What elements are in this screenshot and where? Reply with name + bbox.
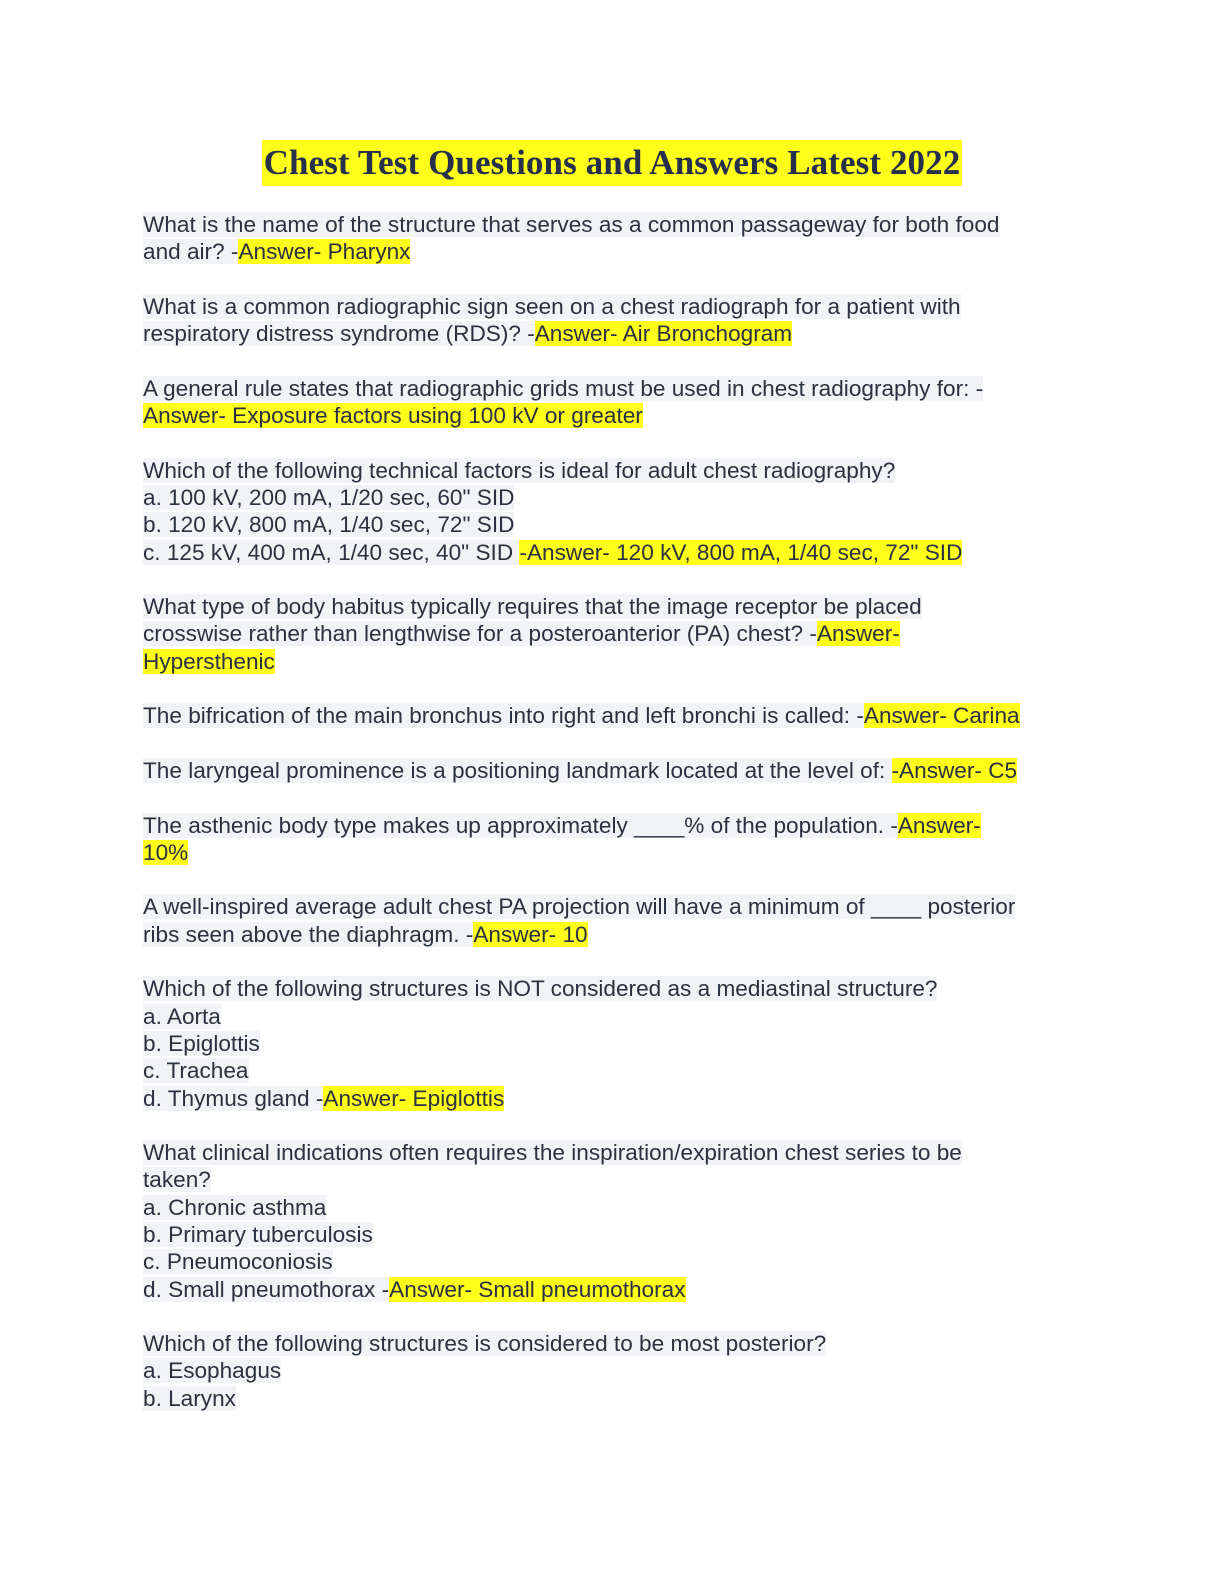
qa-item — [143, 293, 1073, 348]
question-text: d. Small pneumothorax - — [143, 1276, 390, 1302]
answer-highlight: -Answer- C5 — [891, 757, 1018, 783]
question-text: c. Trachea — [143, 1058, 249, 1084]
answer-highlight: Answer- Small pneumothorax — [389, 1276, 686, 1302]
qa-item — [143, 457, 1073, 566]
question-text: What clinical indications often requires the inspiration/expiration chest series to be — [143, 1140, 962, 1166]
qa-line — [143, 1221, 1073, 1248]
answer-highlight: Answer- Exposure factors using 100 kV or greater — [143, 403, 643, 429]
qa-line — [143, 1003, 1073, 1030]
answer-highlight: Answer- — [897, 812, 981, 838]
question-text: The laryngeal prominence is a positioning landmark located at the level of: — [143, 757, 892, 783]
answer-highlight: Answer- — [816, 621, 900, 647]
qa-item — [143, 211, 1073, 266]
answer-highlight: Hypersthenic — [143, 648, 275, 674]
qa-line — [143, 1357, 1073, 1384]
question-text: a. Esophagus — [143, 1358, 282, 1384]
question-text: b. Epiglottis — [143, 1030, 260, 1056]
qa-item — [143, 1330, 1073, 1412]
qa-line — [143, 1248, 1073, 1275]
qa-item — [143, 975, 1073, 1111]
qa-line — [143, 1085, 1073, 1112]
qa-line — [143, 293, 1073, 320]
qa-line — [143, 975, 1073, 1002]
qa-line — [143, 320, 1073, 347]
qa-line — [143, 1276, 1073, 1303]
qa-line — [143, 1166, 1073, 1193]
qa-line — [143, 375, 1073, 402]
qa-line — [143, 702, 1073, 729]
qa-line — [143, 402, 1073, 429]
qa-item — [143, 702, 1073, 729]
question-text: a. Chronic asthma — [143, 1194, 327, 1220]
qa-line — [143, 1030, 1073, 1057]
question-text: c. 125 kV, 400 mA, 1/40 sec, 40" SID — [143, 539, 520, 565]
qa-line — [143, 484, 1073, 511]
question-text: Which of the following structures is NOT considered as a mediastinal structure? — [143, 976, 938, 1002]
question-text: crosswise rather than lengthwise for a posteroanterior (PA) chest? - — [143, 621, 817, 647]
qa-list — [143, 211, 1073, 1439]
question-text: Which of the following structures is considered to be most posterior? — [143, 1331, 827, 1357]
question-text: What is a common radiographic sign seen on a chest radiograph for a patient with — [143, 293, 961, 319]
title-container — [0, 140, 1224, 186]
question-text: b. 120 kV, 800 mA, 1/40 sec, 72" SID — [143, 512, 515, 538]
answer-highlight: Answer- Epiglottis — [323, 1085, 505, 1111]
qa-line — [143, 893, 1073, 920]
qa-line — [143, 511, 1073, 538]
qa-line — [143, 238, 1073, 265]
qa-line — [143, 211, 1073, 238]
question-text: and air? - — [143, 239, 239, 265]
question-text: ribs seen above the diaphragm. - — [143, 921, 474, 947]
question-text: Which of the following technical factors is ideal for adult chest radiography? — [143, 457, 896, 483]
answer-highlight: 10% — [143, 839, 189, 865]
qa-line — [143, 1330, 1073, 1357]
qa-line — [143, 539, 1073, 566]
qa-line — [143, 921, 1073, 948]
question-text: a. 100 kV, 200 mA, 1/20 sec, 60" SID — [143, 484, 515, 510]
qa-line — [143, 839, 1073, 866]
qa-line — [143, 457, 1073, 484]
qa-line — [143, 1385, 1073, 1412]
qa-line — [143, 620, 1073, 647]
answer-highlight: -Answer- 120 kV, 800 mA, 1/40 sec, 72" SID — [519, 539, 963, 565]
question-text: respiratory distress syndrome (RDS)? - — [143, 321, 535, 347]
question-text: What type of body habitus typically requires that the image receptor be placed — [143, 594, 922, 620]
qa-line — [143, 1194, 1073, 1221]
answer-highlight: Answer- Pharynx — [238, 239, 411, 265]
question-text: d. Thymus gland - — [143, 1085, 324, 1111]
answer-highlight: Answer- 10 — [473, 921, 588, 947]
question-text: b. Primary tuberculosis — [143, 1221, 373, 1247]
question-text: c. Pneumoconiosis — [143, 1249, 333, 1275]
qa-line — [143, 1139, 1073, 1166]
question-text: b. Larynx — [143, 1385, 236, 1411]
qa-item — [143, 375, 1073, 430]
question-text: a. Aorta — [143, 1003, 221, 1029]
qa-item — [143, 1139, 1073, 1303]
question-text: A well-inspired average adult chest PA projection will have a minimum of ____ posterior — [143, 894, 1016, 920]
question-text: What is the name of the structure that serves as a common passageway for both food — [143, 212, 1000, 237]
qa-line — [143, 812, 1073, 839]
qa-line — [143, 648, 1073, 675]
qa-line — [143, 1057, 1073, 1084]
qa-line — [143, 757, 1073, 784]
question-text: taken? — [143, 1167, 211, 1193]
qa-item — [143, 893, 1073, 948]
question-text: The asthenic body type makes up approximately ____% of the population. - — [143, 812, 898, 838]
answer-highlight: Answer- Carina — [863, 703, 1020, 729]
qa-item — [143, 757, 1073, 784]
qa-line — [143, 593, 1073, 620]
question-text: A general rule states that radiographic grids must be used in chest radiography for: - — [143, 375, 984, 401]
answer-highlight: Answer- Air Bronchogram — [534, 321, 793, 347]
qa-item — [143, 593, 1073, 675]
qa-item — [143, 812, 1073, 867]
document-title: Chest Test Questions and Answers Latest 2022 — [262, 140, 963, 186]
question-text: The bifrication of the main bronchus into right and left bronchi is called: - — [143, 703, 864, 729]
